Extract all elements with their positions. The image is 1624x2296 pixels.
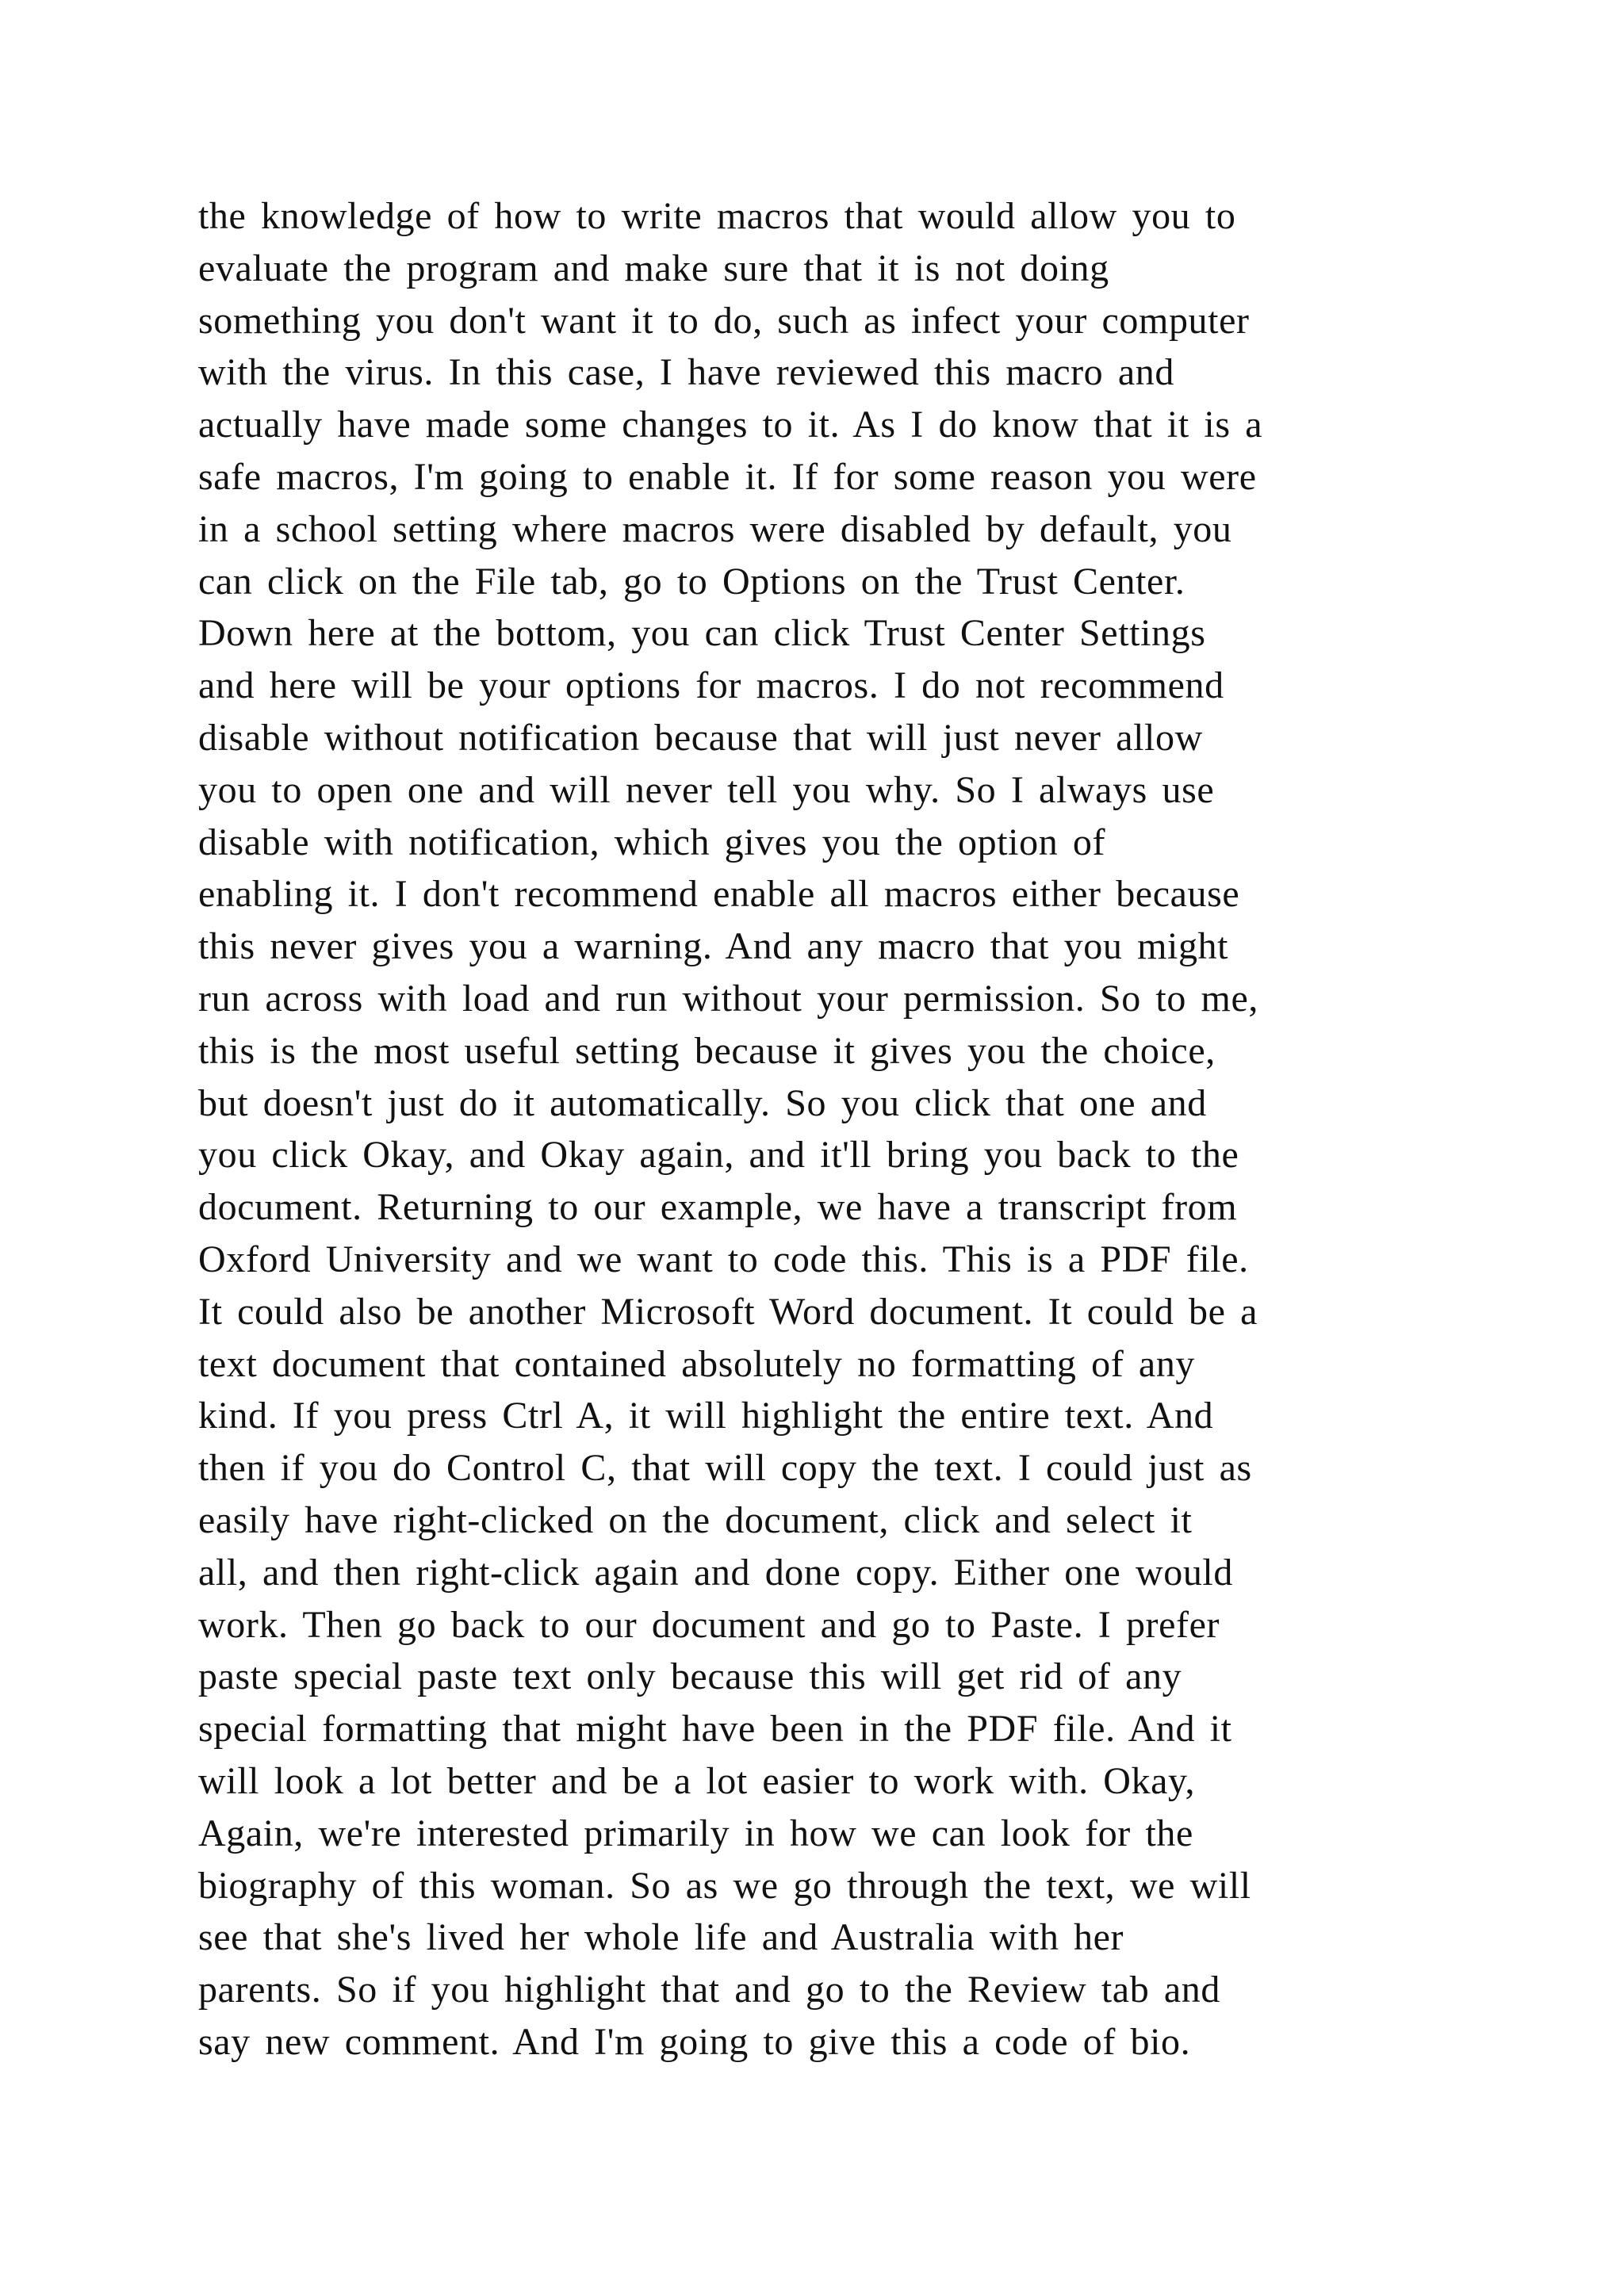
text-line: enabling it. I don't recommend enable all macros either because	[198, 873, 1240, 916]
text-line: see that she's lived her whole life and Australia with her	[198, 1916, 1124, 1959]
text-line: all, and then right-click again and done copy. Either one would	[198, 1551, 1233, 1594]
text-line: will look a lot better and be a lot easier to work with. Okay,	[198, 1759, 1196, 1802]
text-line: but doesn't just do it automatically. So you click that one and	[198, 1081, 1207, 1124]
text-line: paste special paste text only because this will get rid of any	[198, 1655, 1182, 1698]
text-line: evaluate the program and make sure that it is not doing	[198, 247, 1109, 289]
text-line: work. Then go back to our document and go to Paste. I prefer	[198, 1603, 1220, 1646]
text-line: you click Okay, and Okay again, and it'll bring you back to the	[198, 1134, 1239, 1177]
text-line: special formatting that might have been in the PDF file. And it	[198, 1708, 1232, 1751]
text-line: kind. If you press Ctrl A, it will highlight the entire text. And	[198, 1395, 1214, 1437]
text-line: safe macros, I'm going to enable it. If for some reason you were	[198, 455, 1257, 498]
text-line: biography of this woman. So as we go through the text, we will	[198, 1864, 1251, 1907]
text-line: document. Returning to our example, we have a transcript from	[198, 1186, 1238, 1229]
text-line: the knowledge of how to write macros that would allow you to	[198, 195, 1236, 237]
text-line: Down here at the bottom, you can click Trust Center Settings	[198, 612, 1206, 655]
text-line: something you don't want it to do, such as infect your computer	[198, 299, 1250, 342]
text-line: this never gives you a warning. And any macro that you might	[198, 925, 1229, 968]
text-line: Oxford University and we want to code this. This is a PDF file.	[198, 1238, 1249, 1280]
text-line: disable with notification, which gives you the option of	[198, 821, 1106, 863]
text-line: easily have right-clicked on the document, click and select it	[198, 1498, 1193, 1541]
text-line: actually have made some changes to it. As I do know that it is a	[198, 404, 1263, 446]
text-line: can click on the File tab, go to Options on the Trust Center.	[198, 560, 1185, 603]
text-line: Again, we're interested primarily in how we can look for the	[198, 1812, 1193, 1854]
text-line: you to open one and will never tell you why. So I always use	[198, 768, 1215, 811]
text-line: It could also be another Microsoft Word document. It could be a	[198, 1290, 1258, 1333]
text-line: parents. So if you highlight that and go to the Review tab and	[198, 1969, 1220, 2011]
text-line: disable without notification because that will just never allow	[198, 716, 1203, 759]
text-line: text document that contained absolutely no formatting of any	[198, 1342, 1196, 1385]
text-line: run across with load and run without your permission. So to me,	[198, 977, 1258, 1020]
text-line: then if you do Control C, that will copy the text. I could just as	[198, 1447, 1252, 1490]
text-line: in a school setting where macros were disabled by default, you	[198, 507, 1232, 550]
body-text	[198, 190, 1467, 2068]
text-line: this is the most useful setting because it gives you the choice,	[198, 1029, 1216, 1072]
text-line: and here will be your options for macros. I do not recommend	[198, 664, 1224, 707]
text-line: with the virus. In this case, I have reviewed this macro and	[198, 351, 1174, 394]
text-line: say new comment. And I'm going to give this a code of bio.	[198, 2020, 1191, 2063]
